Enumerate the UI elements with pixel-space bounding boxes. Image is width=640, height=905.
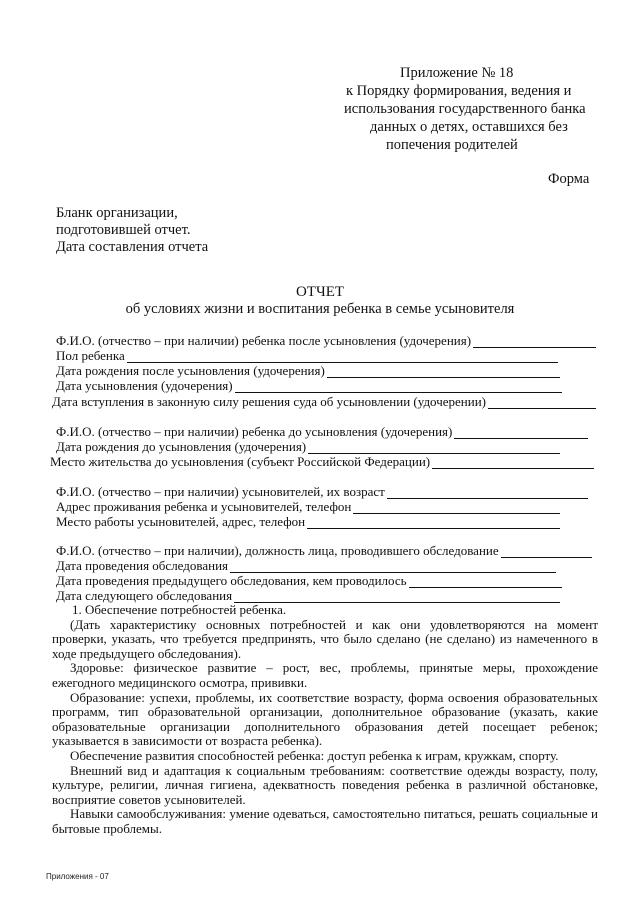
appendix-line: попечения родителей <box>386 137 518 153</box>
field-label: Дата проведения предыдущего обследования, кем проводилось <box>56 573 407 588</box>
appendix-number: Приложение № 18 <box>400 65 514 81</box>
blank-line: Дата составления отчета <box>56 239 209 255</box>
field-workplace[interactable] <box>56 514 560 529</box>
field-adoption-date[interactable] <box>56 378 562 393</box>
fill-line[interactable] <box>353 502 560 514</box>
fill-line[interactable] <box>454 427 588 439</box>
report-title: ОТЧЕТ <box>295 284 345 300</box>
field-label: Ф.И.О. (отчество – при наличии) ребенка до усыновления (удочерения) <box>56 424 453 439</box>
field-label: Дата вступления в законную силу решения суда об усыновлении (удочерении) <box>52 394 486 409</box>
field-label: Дата проведения обследования <box>56 558 229 573</box>
field-label: Пол ребенка <box>56 348 125 363</box>
fill-line[interactable] <box>432 457 594 469</box>
field-label: Дата усыновления (удочерения) <box>56 378 233 393</box>
body-paragraph: (Дать характеристику основных потребностей и как они удовлетворяются на момент проверки, указать, что требуется предпринять, что было сделано (не сделано) из намеченного в ходе предыдущего обследования). <box>52 616 598 661</box>
appendix-line: к Порядку формирования, ведения и <box>346 83 572 99</box>
fill-line[interactable] <box>488 397 596 409</box>
field-birthdate-before[interactable] <box>56 439 560 454</box>
field-residence-before[interactable] <box>50 454 594 469</box>
field-label: Адрес проживания ребенка и усыновителей, телефон <box>56 499 352 514</box>
field-inspection-date[interactable] <box>56 558 556 573</box>
field-birthdate-after[interactable] <box>56 363 560 378</box>
appendix-line: данных о детях, оставшихся без <box>370 119 568 135</box>
fill-line[interactable] <box>327 366 560 378</box>
body-paragraph: Здоровье: физическое развитие – рост, вес, проблемы, принятые меры, прохождение ежегодного медицинского осмотра, прививки. <box>52 660 598 690</box>
section-heading: 1. Обеспечение потребностей ребенка. <box>72 602 287 617</box>
page-footer: Приложения - 07 <box>46 872 109 881</box>
fill-line[interactable] <box>387 487 588 499</box>
field-label: Место жительства до усыновления (субъект Российской Федерации) <box>50 454 431 469</box>
field-child-name-after[interactable] <box>56 333 596 348</box>
field-adopters-name[interactable] <box>56 484 588 499</box>
field-inspector[interactable] <box>56 543 592 558</box>
field-child-name-before[interactable] <box>56 424 588 439</box>
report-subtitle: об условиях жизни и воспитания ребенка в семье усыновителя <box>125 301 515 317</box>
fill-line[interactable] <box>307 517 560 529</box>
report-body <box>52 603 598 837</box>
field-label: Место работы усыновителей, адрес, телефон <box>56 514 306 529</box>
field-court-decision-date[interactable] <box>52 394 596 409</box>
field-label: Дата рождения до усыновления (удочерения) <box>56 439 307 454</box>
body-paragraph: Обеспечение развития способностей ребенка: доступ ребенка к играм, кружкам, спорту. <box>70 747 559 763</box>
field-child-sex[interactable] <box>56 348 558 363</box>
field-label: Дата рождения после усыновления (удочерения) <box>56 363 325 378</box>
organization-blank <box>56 205 208 256</box>
appendix-line: использования государственного банка <box>344 101 586 117</box>
field-next-inspection[interactable] <box>56 588 560 603</box>
fill-line[interactable] <box>308 442 560 454</box>
blank-line: подготовившей отчет. <box>56 222 191 238</box>
fill-line[interactable] <box>409 576 562 588</box>
body-paragraph: Навыки самообслуживания: умение одеваться, самостоятельно питаться, решать социальные и бытовые проблемы. <box>52 806 598 836</box>
field-label: Ф.И.О. (отчество – при наличии), должность лица, проводившего обследование <box>56 543 499 558</box>
body-paragraph: Образование: успехи, проблемы, их соответствие возрасту, форма освоения образовательных программ, тип образовательной организации, дополнительное образование (указать, какие образовательные организации дополнительного образования детей посещает ребенок; указывается в зависимости от возраста ребенка). <box>52 689 598 749</box>
field-address[interactable] <box>56 499 560 514</box>
fill-line[interactable] <box>230 561 556 573</box>
form-label: Форма <box>548 171 590 187</box>
fill-line[interactable] <box>127 351 558 363</box>
field-label: Ф.И.О. (отчество – при наличии) ребенка после усыновления (удочерения) <box>56 333 472 348</box>
fill-line[interactable] <box>235 381 562 393</box>
field-previous-inspection[interactable] <box>56 573 562 588</box>
field-label: Дата следующего обследования <box>56 588 233 603</box>
body-paragraph: Внешний вид и адаптация к социальным требованиям: соответствие одежды возрасту, полу, культуре, религии, личная гигиена, адекватность поведения ребенка в различной обстановке, восприятие советов усыновителей. <box>52 762 598 807</box>
fill-line[interactable] <box>501 546 592 558</box>
blank-line: Бланк организации, <box>56 205 178 221</box>
field-label: Ф.И.О. (отчество – при наличии) усыновителей, их возраст <box>56 484 385 499</box>
fill-line[interactable] <box>473 336 596 348</box>
